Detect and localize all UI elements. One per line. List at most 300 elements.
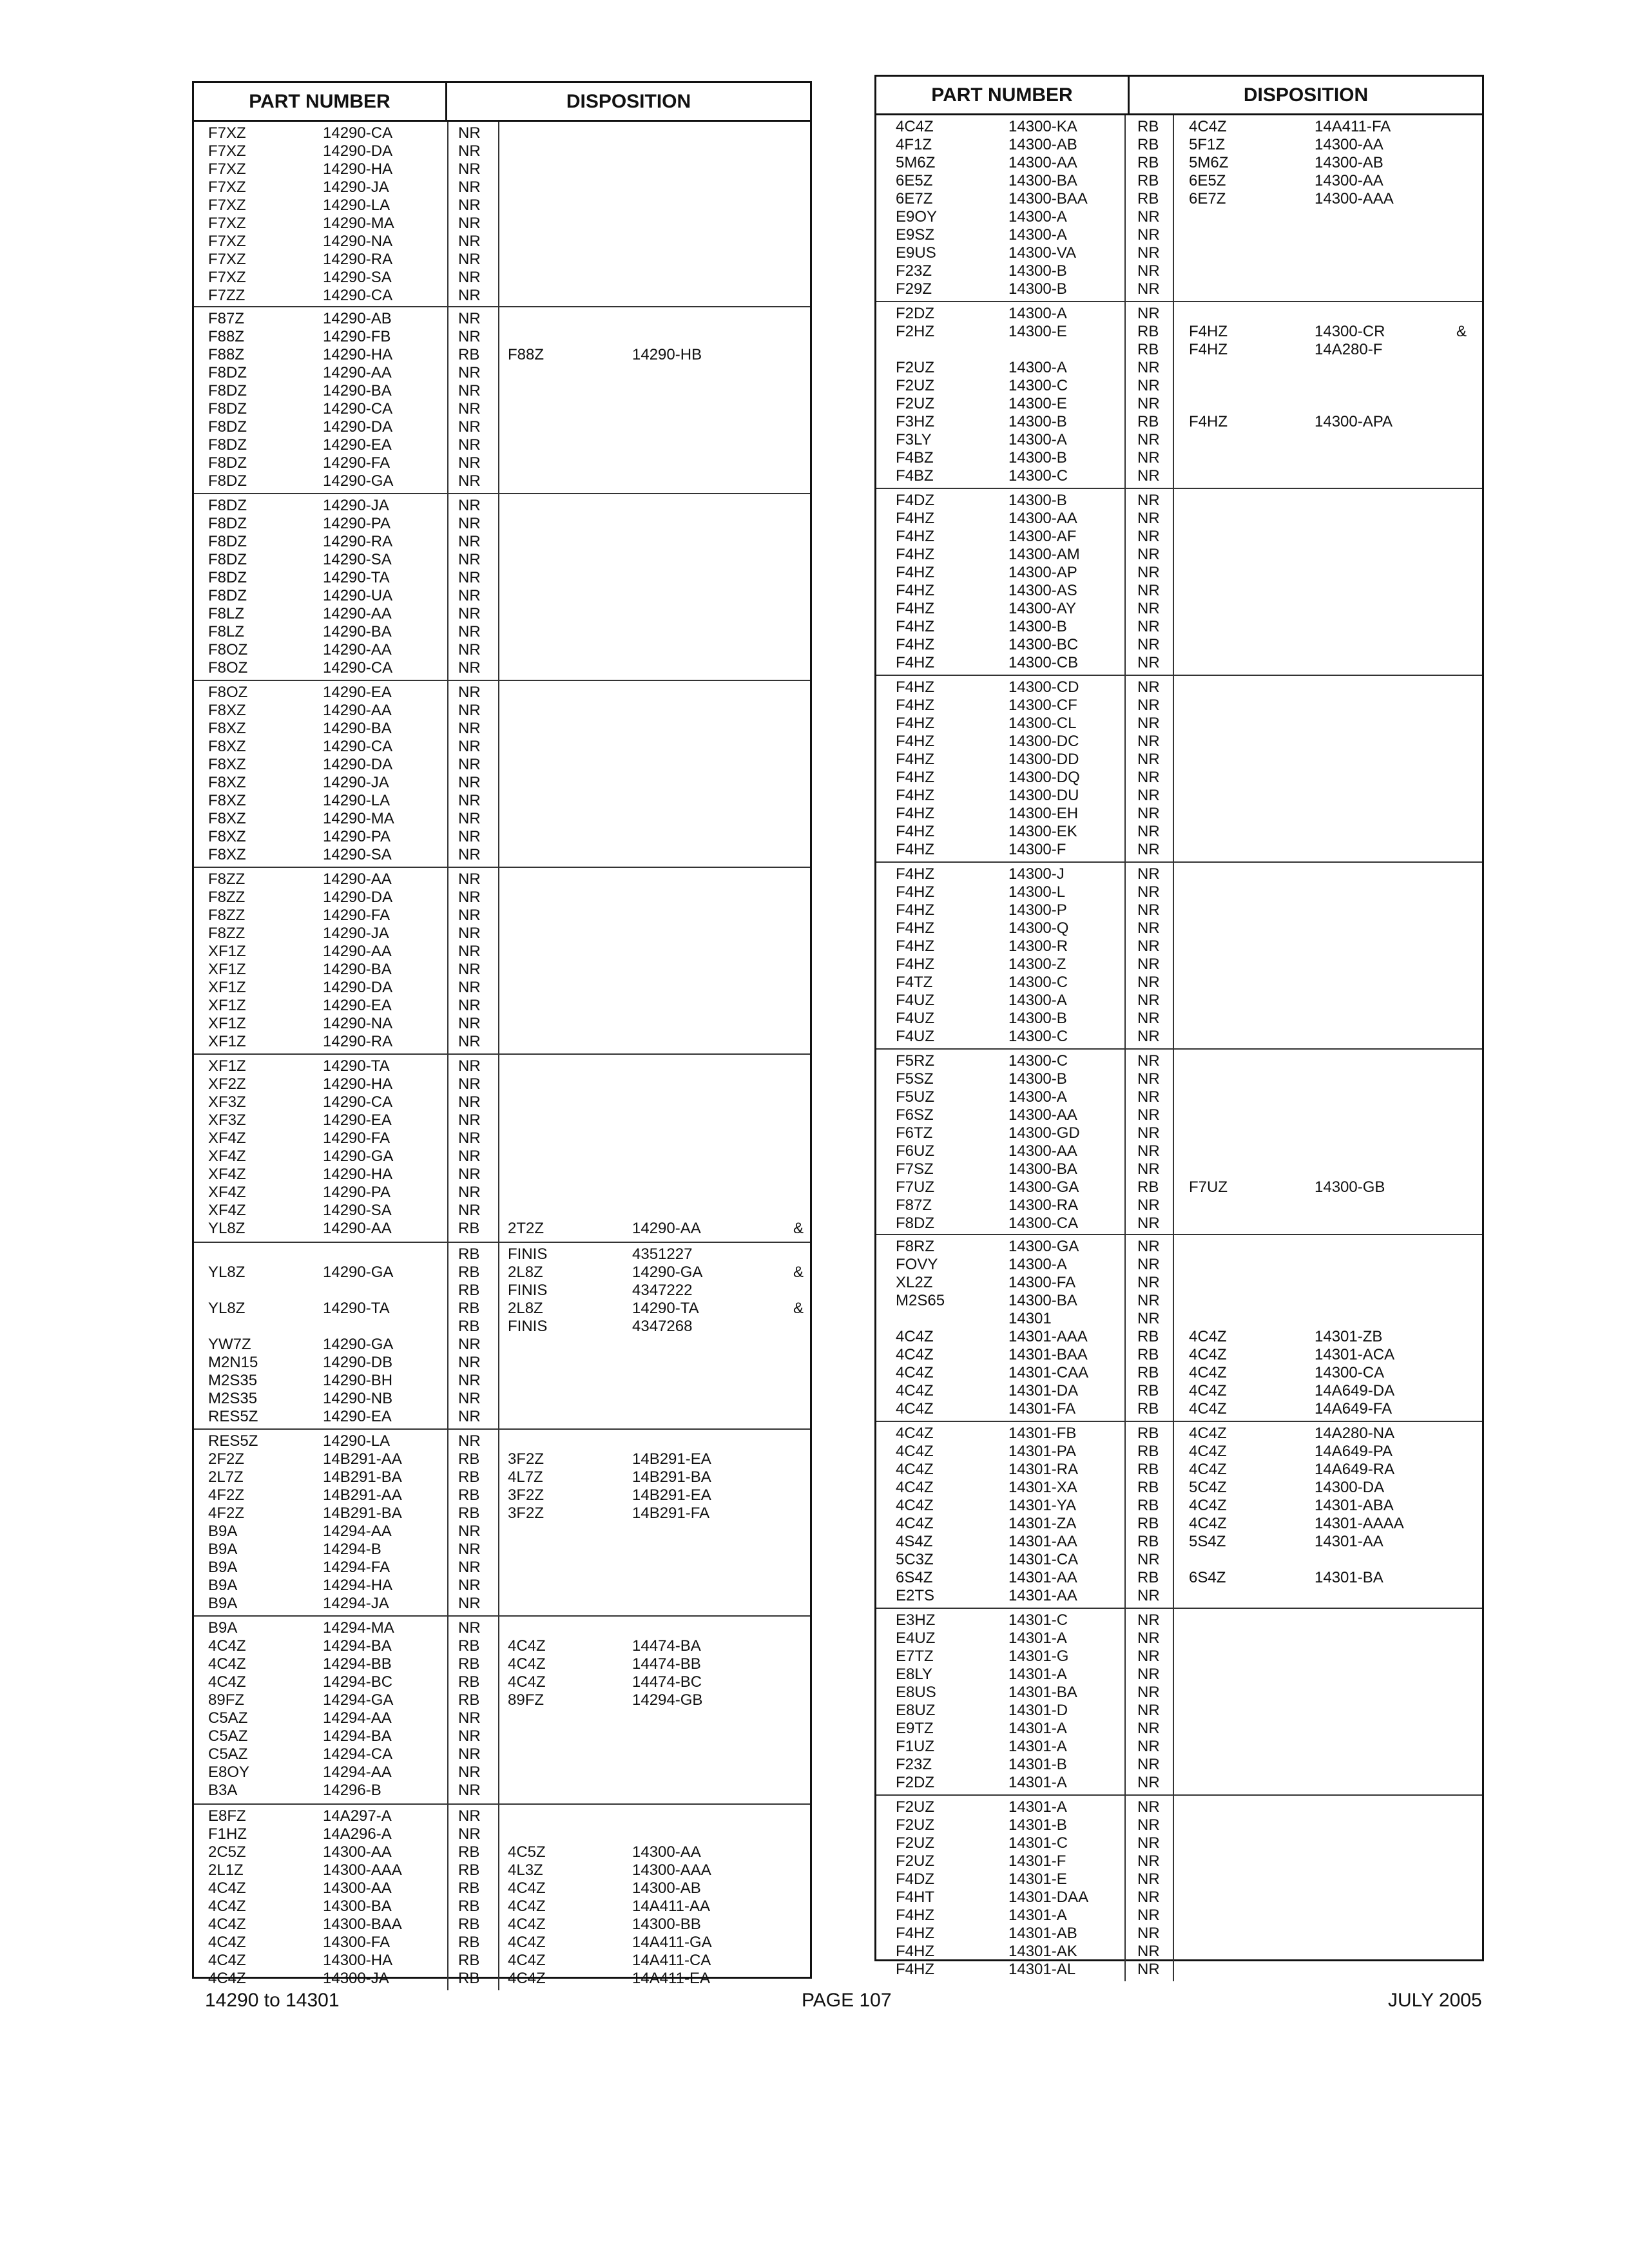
prefix-cell: XF4Z [208, 1129, 246, 1147]
part-number-cell: 14290-MA [323, 215, 394, 232]
prefix-cell: F7XZ [208, 233, 246, 250]
table-row [194, 641, 810, 659]
table-row [194, 1432, 810, 1450]
table-row [876, 1533, 1482, 1551]
replacement-part-cell: 14294-GB [632, 1691, 703, 1709]
part-number-cell: 14300-AA [1008, 1142, 1077, 1160]
replacement-prefix-cell: F4HZ [1189, 323, 1228, 340]
disposition-code-cell: RB [1137, 413, 1159, 430]
table-row [194, 197, 810, 215]
table-row [194, 328, 810, 346]
part-number-cell: 14300-AB [1008, 136, 1077, 153]
table-row [194, 364, 810, 382]
replacement-prefix-cell: 4L3Z [508, 1861, 543, 1879]
disposition-code-cell: NR [1137, 431, 1160, 448]
replacement-prefix-cell: 4C4Z [508, 1655, 546, 1673]
table-row [194, 1655, 810, 1673]
disposition-code-cell: NR [458, 269, 481, 286]
table-row [876, 1238, 1482, 1256]
replacement-prefix-cell: 3F2Z [508, 1450, 545, 1468]
prefix-cell: F8DZ [208, 551, 247, 568]
prefix-cell: F8XZ [208, 738, 246, 755]
replacement-part-cell: 14301-ABA [1315, 1497, 1394, 1514]
prefix-cell: F8ZZ [208, 889, 246, 906]
table-row [876, 262, 1482, 280]
disposition-code-cell: RB [458, 1486, 480, 1504]
disposition-code-cell: RB [458, 1450, 480, 1468]
table-row [876, 1666, 1482, 1684]
prefix-cell: XF1Z [208, 979, 246, 996]
left-table-rows [194, 122, 810, 1987]
disposition-code-cell: NR [458, 1354, 481, 1371]
part-number-cell: 14301-C [1008, 1611, 1068, 1629]
replacement-prefix-cell: 4C4Z [508, 1916, 546, 1933]
part-number-cell: 14300-RA [1008, 1196, 1079, 1214]
table-row [194, 1673, 810, 1691]
table-row [876, 413, 1482, 431]
disposition-code-cell: NR [458, 328, 481, 345]
prefix-cell: E9TZ [896, 1720, 934, 1737]
disposition-code-cell: NR [458, 1807, 481, 1825]
table-row [194, 1691, 810, 1709]
disposition-code-cell: NR [1137, 1010, 1160, 1027]
table-row [876, 118, 1482, 136]
prefix-cell: E3HZ [896, 1611, 936, 1629]
prefix-cell: F7XZ [208, 251, 246, 268]
table-row [876, 528, 1482, 546]
prefix-cell: F4HZ [896, 883, 934, 901]
disposition-code-cell: NR [1137, 1274, 1160, 1291]
part-number-cell: 14290-EA [323, 1408, 392, 1425]
table-row [194, 1093, 810, 1111]
prefix-cell: E4UZ [896, 1629, 936, 1647]
disposition-code-cell: NR [458, 1825, 481, 1843]
part-number-cell: 14300-AA [323, 1879, 392, 1897]
disposition-code-cell: RB [1137, 1515, 1159, 1532]
part-number-cell: 14300-L [1008, 883, 1066, 901]
prefix-cell: B9A [208, 1541, 238, 1558]
prefix-cell: F2UZ [896, 395, 934, 412]
part-number-cell: 14300-CL [1008, 715, 1077, 732]
prefix-cell: F4HZ [896, 901, 934, 919]
prefix-cell: XF2Z [208, 1075, 246, 1093]
disposition-code-cell: NR [458, 364, 481, 381]
part-number-cell: 14300-A [1008, 1256, 1067, 1273]
prefix-cell: 4C4Z [896, 1364, 934, 1381]
table-row [194, 1763, 810, 1782]
prefix-cell: F4BZ [896, 449, 934, 466]
right-parts-table [874, 75, 1484, 1978]
table-row [876, 546, 1482, 564]
table-row [876, 1774, 1482, 1792]
part-number-cell: 14290-FA [323, 1129, 390, 1147]
table-row [194, 1184, 810, 1202]
table-row [876, 449, 1482, 467]
table-row [194, 233, 810, 251]
part-number-cell: 14301-RA [1008, 1461, 1079, 1478]
disposition-code-cell: NR [1137, 1816, 1160, 1834]
disposition-code-cell: NR [1137, 510, 1160, 527]
replacement-part-cell: 14A411-EA [632, 1970, 710, 1987]
disposition-code-cell: NR [458, 756, 481, 773]
prefix-cell: F7XZ [208, 269, 246, 286]
replacement-part-cell: 14301-ZB [1315, 1328, 1383, 1345]
disposition-code-cell: NR [458, 1390, 481, 1407]
part-number-cell: 14300-BA [1008, 1160, 1077, 1178]
part-number-cell: 14290-GA [323, 472, 394, 490]
table-row [194, 1468, 810, 1486]
table-row [194, 1354, 810, 1372]
disposition-code-cell: NR [458, 251, 481, 268]
table-row [194, 142, 810, 160]
disposition-code-cell: NR [1137, 528, 1160, 545]
table-row [876, 841, 1482, 859]
part-number-cell: 14300-AM [1008, 546, 1080, 563]
continuation-mark-cell: & [793, 1220, 804, 1237]
table-row [876, 715, 1482, 733]
disposition-code-cell: NR [458, 1148, 481, 1165]
prefix-cell: F7XZ [208, 215, 246, 232]
table-row [876, 1684, 1482, 1702]
table-row [194, 1523, 810, 1541]
disposition-code-cell: RB [1137, 1328, 1159, 1345]
table-row [876, 395, 1482, 413]
part-number-cell: 14300-BA [1008, 1292, 1077, 1309]
part-number-cell: 14301-F [1008, 1852, 1066, 1870]
replacement-prefix-cell: 4C4Z [508, 1898, 546, 1915]
disposition-code-cell: RB [1137, 1178, 1159, 1196]
part-number-cell: 14290-AA [323, 364, 392, 381]
disposition-code-cell: RB [1137, 341, 1159, 358]
table-row [876, 172, 1482, 190]
prefix-cell: E8UZ [896, 1702, 936, 1719]
prefix-cell: F7XZ [208, 142, 246, 160]
table-row [876, 1611, 1482, 1629]
replacement-part-cell: 14290-GA [632, 1264, 703, 1281]
part-number-cell: 14290-RA [323, 533, 393, 550]
prefix-cell: 6E7Z [896, 190, 933, 207]
part-number-cell: 14290-RA [323, 1033, 393, 1050]
part-number-cell: 14300-AY [1008, 600, 1076, 617]
part-number-cell: 14290-EA [323, 1111, 392, 1129]
disposition-code-cell: NR [458, 1745, 481, 1763]
prefix-cell: F4HZ [896, 751, 934, 768]
prefix-cell: F8DZ [208, 436, 247, 454]
disposition-code-cell: RB [458, 1861, 480, 1879]
part-number-cell: 14290-AA [323, 702, 392, 719]
part-number-cell: 14301-FA [1008, 1400, 1076, 1418]
table-row [194, 1202, 810, 1220]
replacement-prefix-cell: 4C4Z [1189, 1364, 1227, 1381]
disposition-code-cell: NR [458, 961, 481, 978]
part-number-cell: 14301-B [1008, 1756, 1067, 1773]
prefix-cell: F8XZ [208, 846, 246, 863]
part-number-cell: 14290-GA [323, 1336, 394, 1353]
part-number-cell: 14300-DU [1008, 787, 1079, 804]
prefix-cell: F3LY [896, 431, 932, 448]
table-row [876, 190, 1482, 208]
prefix-cell: F4DZ [896, 492, 934, 509]
prefix-cell: F6UZ [896, 1142, 934, 1160]
part-number-cell: 14300-DQ [1008, 769, 1080, 786]
part-number-cell: 14294-BB [323, 1655, 392, 1673]
replacement-part-cell: 14A280-NA [1315, 1425, 1395, 1442]
row-group [194, 868, 810, 1055]
table-row [876, 1010, 1482, 1028]
table-row [876, 1328, 1482, 1346]
replacement-prefix-cell: 6E5Z [1189, 172, 1226, 189]
prefix-cell: F4HZ [896, 1925, 934, 1942]
table-row [194, 1408, 810, 1426]
prefix-cell: 4C4Z [208, 1879, 246, 1897]
disposition-code-cell: NR [458, 1727, 481, 1745]
prefix-cell: 89FZ [208, 1691, 245, 1709]
part-number-cell: 14300-GA [1008, 1178, 1079, 1196]
part-number-cell: 14290-HA [323, 346, 393, 363]
disposition-code-cell: NR [458, 828, 481, 845]
table-row [876, 136, 1482, 154]
part-number-cell: 14301-AA [1008, 1533, 1077, 1550]
table-row [876, 1816, 1482, 1834]
table-row [194, 1129, 810, 1148]
disposition-code-cell: NR [1137, 1888, 1160, 1906]
part-number-cell: 14294-BA [323, 1637, 392, 1655]
prefix-cell: F4HZ [896, 956, 934, 973]
prefix-cell: XF1Z [208, 961, 246, 978]
replacement-part-cell: 14A649-DA [1315, 1382, 1395, 1399]
disposition-code-cell: RB [458, 1970, 480, 1987]
table-row [194, 1245, 810, 1264]
disposition-code-cell: NR [458, 124, 481, 142]
part-number-cell: 14290-CA [323, 287, 393, 304]
replacement-prefix-cell: 4C4Z [1189, 118, 1227, 135]
table-row [876, 323, 1482, 341]
part-number-cell: 14290-EA [323, 436, 392, 454]
continuation-mark-cell: & [793, 1300, 804, 1317]
disposition-code-cell: RB [1137, 1461, 1159, 1478]
part-number-cell: 14300-A [1008, 359, 1067, 376]
disposition-code-cell: NR [458, 979, 481, 996]
disposition-code-cell: NR [458, 1577, 481, 1594]
prefix-cell: F4BZ [896, 467, 934, 485]
replacement-part-cell: 4347268 [632, 1318, 693, 1335]
prefix-cell: 4C4Z [896, 1382, 934, 1399]
table-row [194, 1595, 810, 1613]
disposition-header: DISPOSITION [1130, 77, 1482, 115]
prefix-cell: F2UZ [896, 377, 934, 394]
replacement-prefix-cell: FINIS [508, 1318, 548, 1335]
disposition-code-cell: NR [1137, 1629, 1160, 1647]
table-row [194, 1898, 810, 1916]
table-row [876, 1178, 1482, 1196]
prefix-cell: F4HZ [896, 618, 934, 635]
prefix-cell: F4DZ [896, 1870, 934, 1888]
table-row [194, 346, 810, 364]
prefix-cell: F4HZ [896, 823, 934, 840]
replacement-part-cell: 14300-BB [632, 1916, 701, 1933]
part-number-cell: 14290-PA [323, 1184, 390, 1201]
disposition-code-cell: NR [458, 472, 481, 490]
disposition-code-cell: NR [1137, 1774, 1160, 1791]
replacement-prefix-cell: 4C4Z [1189, 1497, 1227, 1514]
prefix-cell: F4TZ [896, 974, 933, 991]
prefix-cell: F4HZ [896, 919, 934, 937]
table-row [194, 569, 810, 587]
part-number-cell: 14300-VA [1008, 244, 1076, 262]
part-number-cell: 14300-FA [323, 1934, 390, 1951]
prefix-cell: C5AZ [208, 1709, 248, 1727]
prefix-cell: F7XZ [208, 178, 246, 196]
disposition-code-cell: RB [458, 1318, 480, 1335]
disposition-code-cell: NR [1137, 697, 1160, 714]
table-row [194, 997, 810, 1015]
table-row [194, 1372, 810, 1390]
prefix-cell: F4UZ [896, 1028, 934, 1045]
prefix-cell: F7UZ [896, 1178, 934, 1196]
table-row [194, 587, 810, 605]
disposition-header: DISPOSITION [447, 83, 810, 122]
part-number-cell: 14290-LA [323, 792, 390, 809]
part-number-cell: 14290-HA [323, 160, 393, 178]
prefix-cell: M2S35 [208, 1390, 258, 1407]
table-row [194, 1879, 810, 1898]
part-number-cell: 14300-AS [1008, 582, 1077, 599]
prefix-cell: F8DZ [208, 515, 247, 532]
part-number-cell: 14B291-AA [323, 1450, 402, 1468]
part-number-cell: 14300-AAA [323, 1861, 402, 1879]
part-number-cell: 14290-CA [323, 124, 393, 142]
prefix-cell: F8DZ [208, 400, 247, 418]
table-row [194, 215, 810, 233]
table-row [194, 1782, 810, 1800]
replacement-prefix-cell: 4C5Z [508, 1843, 546, 1861]
footer-part-range: 14290 to 14301 [205, 1990, 340, 2011]
part-number-cell: 14301-DAA [1008, 1888, 1089, 1906]
disposition-code-cell: NR [1137, 1684, 1160, 1701]
part-number-cell: 14300-Z [1008, 956, 1066, 973]
prefix-cell: 4C4Z [208, 1655, 246, 1673]
replacement-prefix-cell: 4C4Z [1189, 1515, 1227, 1532]
table-row [194, 178, 810, 197]
table-row [876, 1551, 1482, 1569]
disposition-code-cell: NR [1137, 1666, 1160, 1683]
disposition-code-cell: RB [1137, 1569, 1159, 1586]
table-row [194, 287, 810, 305]
prefix-cell: 6E5Z [896, 172, 933, 189]
table-row [876, 154, 1482, 172]
table-row [194, 251, 810, 269]
prefix-cell: F2HZ [896, 323, 934, 340]
replacement-part-cell: 14300-AB [632, 1879, 701, 1897]
prefix-cell: F4HZ [896, 510, 934, 527]
table-row [876, 697, 1482, 715]
prefix-cell: F4HZ [896, 733, 934, 750]
disposition-code-cell: NR [1137, 1215, 1160, 1232]
disposition-code-cell: RB [1137, 1479, 1159, 1496]
part-number-cell: 14290-AB [323, 310, 392, 327]
part-number-cell: 14300-BA [323, 1898, 392, 1915]
part-number-cell: 14300-B [1008, 618, 1067, 635]
table-row [876, 1834, 1482, 1852]
part-number-cell: 14300-A [1008, 992, 1067, 1009]
row-group [194, 1055, 810, 1243]
prefix-cell: F2DZ [896, 1774, 934, 1791]
prefix-cell: XF4Z [208, 1148, 246, 1165]
disposition-code-cell: NR [1137, 1738, 1160, 1755]
row-group [194, 1243, 810, 1430]
table-row [194, 1015, 810, 1033]
disposition-code-cell: NR [1137, 1310, 1160, 1327]
prefix-cell: F29Z [896, 280, 932, 298]
table-row [876, 823, 1482, 841]
prefix-cell: F87Z [208, 310, 245, 327]
disposition-code-cell: NR [458, 641, 481, 658]
prefix-cell: 2F2Z [208, 1450, 245, 1468]
table-row [876, 883, 1482, 901]
table-row [194, 1970, 810, 1988]
prefix-cell: 4C4Z [896, 1515, 934, 1532]
table-row [194, 659, 810, 677]
table-row [876, 769, 1482, 787]
prefix-cell: 4C4Z [896, 1346, 934, 1363]
prefix-cell: C5AZ [208, 1727, 248, 1745]
table-row [876, 492, 1482, 510]
part-number-cell: 14290-CA [323, 1093, 393, 1111]
replacement-prefix-cell: F4HZ [1189, 341, 1228, 358]
part-number-cell: 14294-GA [323, 1691, 394, 1709]
disposition-code-cell: NR [1137, 1142, 1160, 1160]
disposition-code-cell: NR [458, 605, 481, 622]
table-row [876, 1425, 1482, 1443]
prefix-cell: F6TZ [896, 1124, 933, 1142]
prefix-cell: E7TZ [896, 1648, 934, 1665]
part-number-cell: 14290-AA [323, 641, 392, 658]
part-number-cell: 14300-AP [1008, 564, 1077, 581]
disposition-code-cell: NR [458, 287, 481, 304]
replacement-part-cell: 14B291-EA [632, 1486, 711, 1504]
table-row [194, 828, 810, 846]
part-number-cell: 14300-AA [1008, 510, 1077, 527]
table-row [194, 925, 810, 943]
disposition-code-cell: NR [1137, 1256, 1160, 1273]
prefix-cell: F5SZ [896, 1070, 934, 1088]
prefix-cell: F4HZ [896, 1907, 934, 1924]
part-number-cell: 14301-ZA [1008, 1515, 1077, 1532]
disposition-code-cell: NR [458, 1595, 481, 1612]
part-number-cell: 14301-A [1008, 1720, 1067, 1737]
row-group [194, 681, 810, 868]
table-row [194, 1637, 810, 1655]
disposition-code-cell: RB [458, 1655, 480, 1673]
disposition-code-cell: NR [458, 1166, 481, 1183]
table-row [194, 1916, 810, 1934]
prefix-cell: 6S4Z [896, 1569, 933, 1586]
disposition-code-cell: NR [1137, 1070, 1160, 1088]
table-row [876, 636, 1482, 654]
part-number-cell: 14B291-BA [323, 1504, 402, 1522]
disposition-code-cell: NR [458, 1372, 481, 1389]
table-row [194, 1709, 810, 1727]
table-row [876, 1364, 1482, 1382]
prefix-cell: F23Z [896, 262, 932, 280]
prefix-cell: F8XZ [208, 756, 246, 773]
table-row [194, 961, 810, 979]
disposition-code-cell: NR [458, 1184, 481, 1201]
disposition-code-cell: NR [458, 943, 481, 960]
part-number-cell: 14290-RA [323, 251, 393, 268]
disposition-code-cell: RB [458, 1264, 480, 1281]
prefix-cell: F7XZ [208, 160, 246, 178]
